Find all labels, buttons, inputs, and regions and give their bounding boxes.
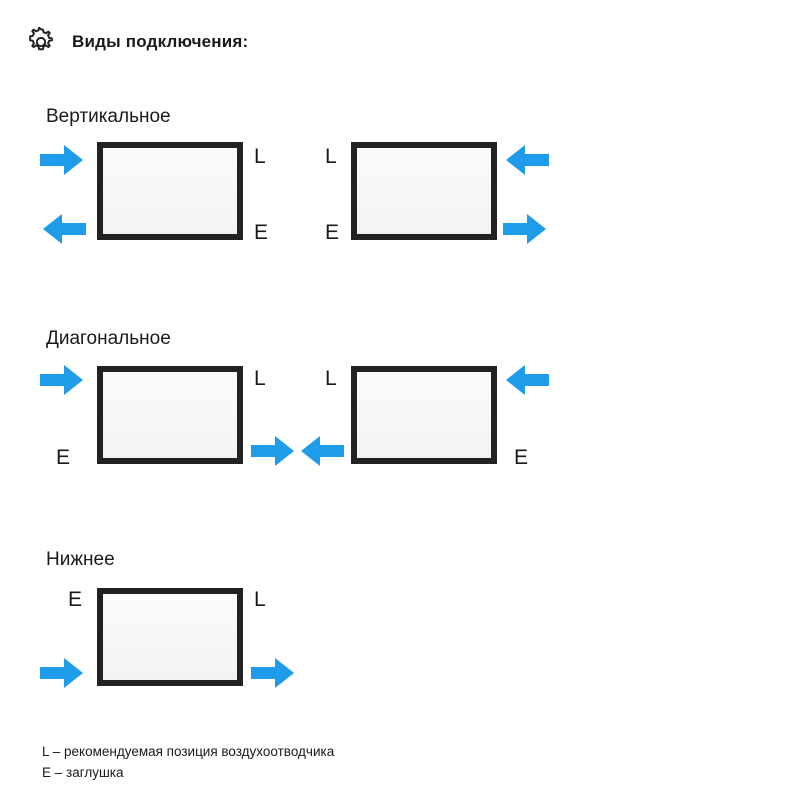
section-label-bottom: Нижнее: [46, 549, 115, 570]
page-title: Виды подключения:: [72, 32, 249, 51]
header: [26, 27, 248, 57]
legend-line-plug: E – заглушка: [42, 764, 124, 780]
port-letter-E-vertical-right: E: [325, 221, 340, 244]
radiator-vertical-left: [97, 142, 243, 240]
arrow-outlet-vertical-left: [42, 212, 86, 246]
arrow-inlet-bottom: [40, 656, 84, 690]
port-letter-E-vertical-left: E: [254, 221, 269, 244]
radiator-bottom: [97, 588, 243, 686]
port-letter-L-diagonal-left: L: [254, 367, 266, 390]
radiator-diagonal-right: [351, 366, 497, 464]
port-letter-E-bottom: E: [68, 588, 83, 611]
radiator-diagonal-left: [97, 366, 243, 464]
port-letter-L-bottom: L: [254, 588, 266, 611]
port-letter-E-diagonal-right: E: [514, 446, 529, 469]
arrow-inlet-vertical-left: [40, 143, 84, 177]
port-letter-L-diagonal-right: L: [325, 367, 337, 390]
arrow-outlet-vertical-right: [503, 212, 547, 246]
port-letter-L-vertical-left: L: [254, 145, 266, 168]
arrow-outlet-bottom: [251, 656, 295, 690]
section-label-vertical: Вертикальное: [46, 106, 171, 127]
legend: [42, 742, 334, 784]
port-letter-E-diagonal-left: E: [56, 446, 71, 469]
radiator-vertical-right: [351, 142, 497, 240]
legend-line-air-vent: L – рекомендуемая позиция воздухоотводчика: [42, 744, 335, 759]
arrow-outlet-diagonal-right: [300, 434, 344, 468]
port-letter-L-vertical-right: L: [325, 145, 337, 168]
gear-icon: [26, 27, 56, 57]
arrow-outlet-diagonal-left: [251, 434, 295, 468]
arrow-inlet-vertical-right: [505, 143, 549, 177]
arrow-inlet-diagonal-right: [505, 363, 549, 397]
arrow-inlet-diagonal-left: [40, 363, 84, 397]
section-label-diagonal: Диагональное: [46, 328, 171, 349]
